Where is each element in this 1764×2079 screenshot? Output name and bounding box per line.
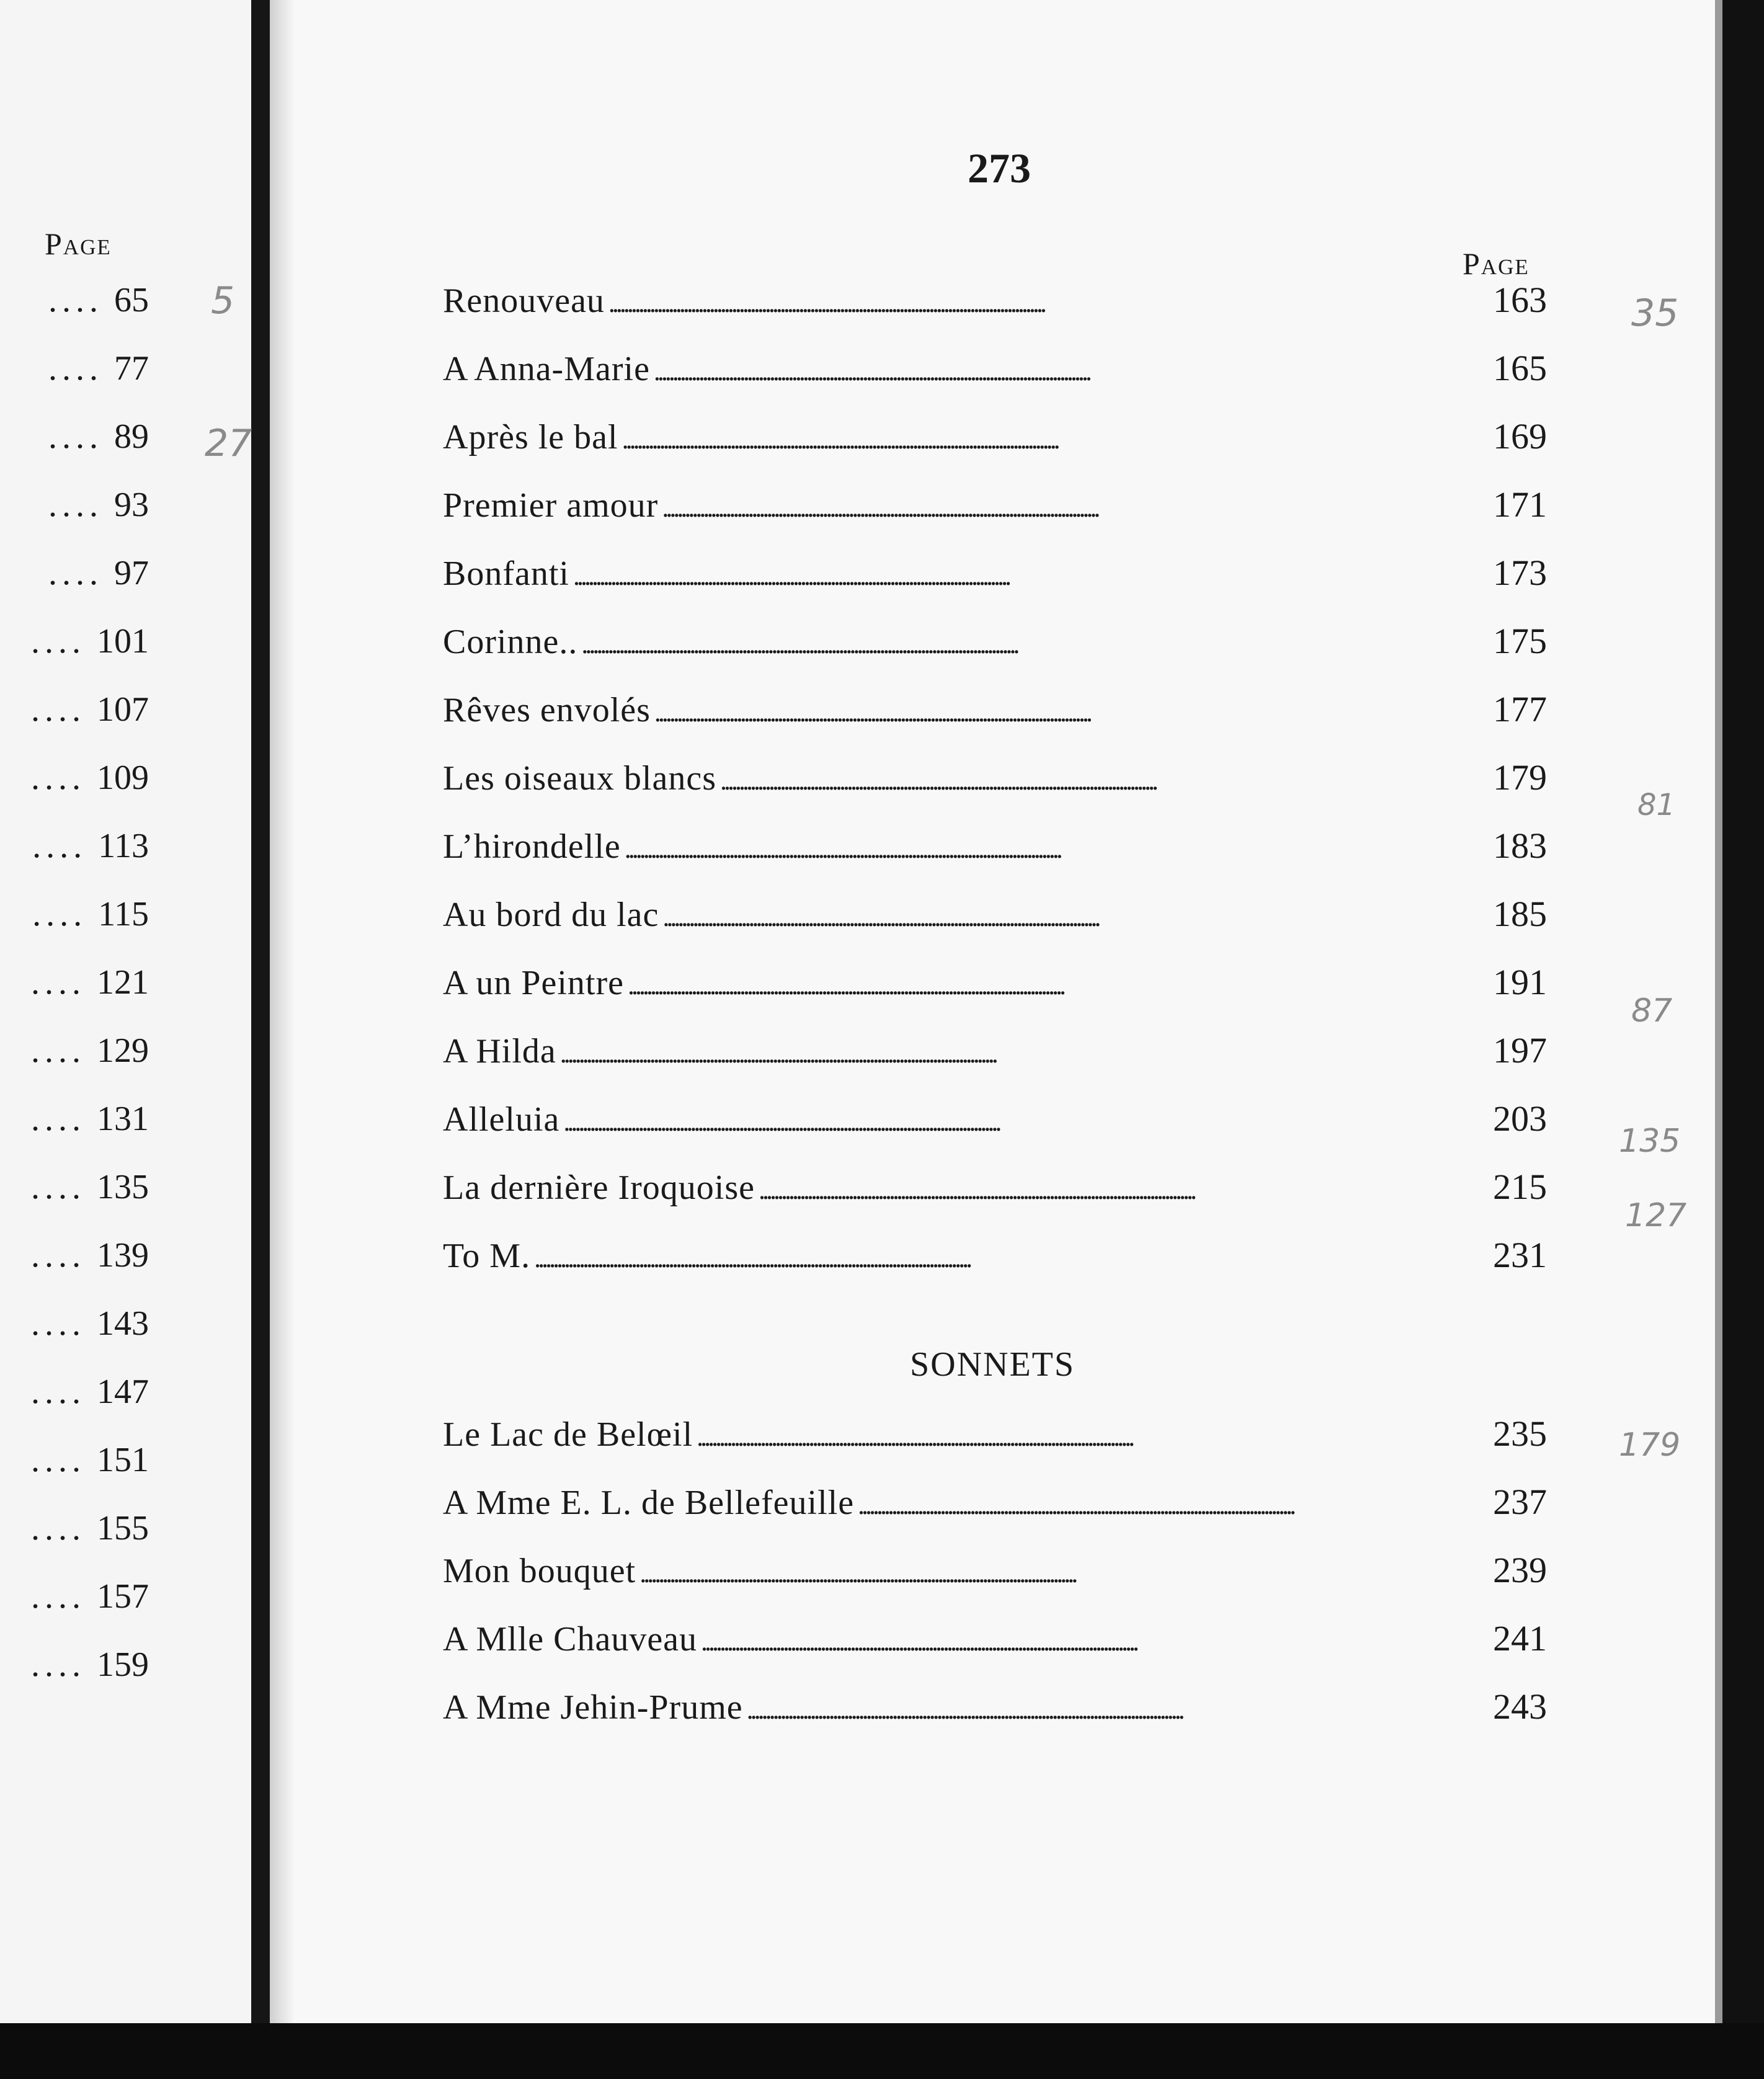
entry-title: Les oiseaux blancs <box>443 759 716 798</box>
left-page-number: 155 <box>97 1509 149 1547</box>
entry-page-number: 173 <box>1493 553 1547 593</box>
dot-leader: .... <box>31 1236 86 1275</box>
pencil-note: 35 <box>1631 292 1679 335</box>
entry-title: Rêves envolés <box>443 691 651 729</box>
toc-entry <box>443 1686 1547 1729</box>
left-page-number: 121 <box>97 963 149 1002</box>
left-page-row <box>0 894 149 932</box>
dot-leader: .... <box>48 281 103 319</box>
dot-leader <box>720 759 1466 798</box>
dot-leader: .... <box>31 1304 86 1343</box>
book-spine <box>251 0 270 2023</box>
entry-page-number: 169 <box>1493 416 1547 456</box>
entry-title: Premier amour <box>443 486 659 525</box>
dot-leader: .... <box>31 622 86 661</box>
dot-leader <box>697 1415 1466 1454</box>
toc-entry <box>443 1618 1547 1661</box>
left-page-number: 135 <box>97 1168 149 1206</box>
toc-entry <box>443 1098 1547 1141</box>
dot-leader <box>654 349 1466 389</box>
left-page-number: 89 <box>114 417 149 456</box>
toc-entry <box>443 1481 1547 1525</box>
toc-entry <box>443 825 1547 868</box>
left-page-number: 151 <box>97 1441 149 1479</box>
entry-title: Renouveau <box>443 282 605 320</box>
entry-page-number: 179 <box>1493 757 1547 798</box>
right-page-header: Page <box>1463 246 1530 281</box>
entry-page-number: 185 <box>1493 894 1547 934</box>
dot-leader: .... <box>48 554 103 592</box>
left-page-number: 65 <box>114 281 149 319</box>
toc-entry <box>443 893 1547 937</box>
dot-leader: .... <box>31 1441 86 1479</box>
pencil-note: 135 <box>1619 1123 1681 1160</box>
left-page-number: 93 <box>114 486 149 524</box>
entry-title: A Mme Jehin-Prume <box>443 1688 743 1727</box>
left-page-number: 97 <box>114 554 149 592</box>
left-page-number: 159 <box>97 1645 149 1684</box>
pencil-note: 179 <box>1619 1427 1681 1464</box>
entry-title: Au bord du lac <box>443 896 659 934</box>
dot-leader: .... <box>31 963 86 1002</box>
entry-page-number: 171 <box>1493 484 1547 525</box>
dot-leader: .... <box>32 895 87 933</box>
left-page-number: 109 <box>97 759 149 797</box>
left-page-number: 157 <box>97 1577 149 1616</box>
dot-leader: .... <box>31 1373 86 1411</box>
entry-title: A Anna-Marie <box>443 350 650 388</box>
left-page-number: 139 <box>97 1236 149 1275</box>
dot-leader: .... <box>31 1645 86 1684</box>
dot-leader <box>622 417 1466 457</box>
entry-title: A Mlle Chauveau <box>443 1620 698 1658</box>
left-page-row <box>0 1235 149 1273</box>
gutter-shadow <box>270 0 295 2023</box>
dot-leader: .... <box>31 1100 86 1138</box>
entry-title: To M. <box>443 1237 531 1275</box>
dot-leader: .... <box>48 486 103 524</box>
dot-leader <box>701 1619 1466 1659</box>
left-page-row <box>0 1099 149 1136</box>
toc-entry <box>443 484 1547 527</box>
toc-entry <box>443 620 1547 664</box>
pencil-note: 81 <box>1637 788 1676 822</box>
entry-page-number: 237 <box>1493 1482 1547 1522</box>
left-page-row <box>0 417 149 454</box>
entry-page-number: 197 <box>1493 1030 1547 1071</box>
left-page-row <box>0 690 149 727</box>
toc-entry <box>443 416 1547 459</box>
left-page-number: 129 <box>97 1031 149 1070</box>
left-page-number: 77 <box>114 349 149 388</box>
entry-page-number: 235 <box>1493 1413 1547 1454</box>
left-page-row <box>0 349 149 386</box>
left-page-row <box>0 1167 149 1204</box>
dot-leader: .... <box>31 1509 86 1547</box>
dot-leader <box>628 963 1466 1003</box>
left-page-number: 131 <box>97 1100 149 1138</box>
dot-leader <box>639 1551 1466 1591</box>
dot-leader: .... <box>48 349 103 388</box>
dot-leader: .... <box>31 759 86 797</box>
left-page-row <box>0 485 149 522</box>
dot-leader <box>534 1236 1466 1276</box>
dot-leader <box>662 895 1466 935</box>
dot-leader <box>563 1100 1466 1139</box>
left-page-row <box>0 1508 149 1546</box>
dot-leader <box>573 554 1466 594</box>
left-page-row <box>0 553 149 590</box>
left-page-row <box>0 280 149 318</box>
toc-entry <box>443 757 1547 800</box>
dot-leader <box>625 827 1466 866</box>
left-page-row <box>0 1440 149 1477</box>
dot-leader <box>560 1031 1466 1071</box>
toc-entry <box>443 1166 1547 1209</box>
entry-page-number: 165 <box>1493 348 1547 388</box>
entry-page-number: 243 <box>1493 1686 1547 1727</box>
entry-title: A Mme E. L. de Bellefeuille <box>443 1484 855 1522</box>
left-page-header: Page <box>45 226 112 261</box>
pencil-note: 5 <box>211 279 235 323</box>
entry-page-number: 177 <box>1493 689 1547 729</box>
entry-title: Alleluia <box>443 1100 560 1139</box>
dot-leader: .... <box>31 1168 86 1206</box>
left-page-number: 143 <box>97 1304 149 1343</box>
dot-leader <box>654 690 1466 730</box>
toc-entry <box>443 1030 1547 1073</box>
entry-title: A Hilda <box>443 1032 556 1071</box>
dot-leader: .... <box>31 690 86 729</box>
left-page-row <box>0 963 149 1000</box>
section-heading: SONNETS <box>909 1345 1076 1384</box>
left-page-number: 107 <box>97 690 149 729</box>
entry-title: Mon bouquet <box>443 1552 636 1590</box>
scan-border-right <box>1722 0 1764 2023</box>
toc-entry <box>443 1413 1547 1456</box>
dot-leader <box>662 486 1466 525</box>
pencil-note: 127 <box>1625 1197 1687 1234</box>
entry-title: A un Peintre <box>443 964 624 1002</box>
entry-page-number: 203 <box>1493 1098 1547 1139</box>
entry-page-number: 175 <box>1493 621 1547 661</box>
left-page-number: 113 <box>98 827 149 865</box>
dot-leader <box>608 281 1466 321</box>
left-page-row <box>0 1577 149 1614</box>
entry-page-number: 239 <box>1493 1550 1547 1590</box>
dot-leader <box>858 1483 1466 1523</box>
pencil-note: 27 <box>205 422 252 465</box>
toc-entry <box>443 688 1547 732</box>
entry-title: Le Lac de Belœil <box>443 1415 693 1454</box>
dot-leader: .... <box>31 1031 86 1070</box>
dot-leader <box>581 622 1466 662</box>
left-page-number: 147 <box>97 1373 149 1411</box>
toc-entry <box>443 1234 1547 1278</box>
page-number: 273 <box>968 145 1031 192</box>
entry-page-number: 241 <box>1493 1618 1547 1658</box>
left-page-row <box>0 1645 149 1682</box>
left-page-row <box>0 826 149 863</box>
entry-page-number: 163 <box>1493 280 1547 320</box>
entry-title: L’hirondelle <box>443 827 621 866</box>
entry-page-number: 215 <box>1493 1167 1547 1207</box>
left-page-row <box>0 758 149 795</box>
entry-page-number: 183 <box>1493 826 1547 866</box>
toc-entry <box>443 961 1547 1005</box>
entry-page-number: 231 <box>1493 1235 1547 1275</box>
dot-leader: .... <box>48 417 103 456</box>
toc-entry <box>443 1549 1547 1593</box>
page-edge <box>1715 0 1722 2023</box>
entry-title: La dernière Iroquoise <box>443 1169 755 1207</box>
toc-entry <box>443 279 1547 323</box>
entry-page-number: 191 <box>1493 962 1547 1002</box>
left-page-row <box>0 1304 149 1341</box>
left-page-row <box>0 621 149 659</box>
left-page-number: 101 <box>97 622 149 661</box>
toc-entry <box>443 347 1547 391</box>
dot-leader: .... <box>31 1577 86 1616</box>
dot-leader <box>759 1168 1466 1208</box>
left-page-row <box>0 1372 149 1409</box>
entry-title: Bonfanti <box>443 554 569 593</box>
scan-border-bottom <box>0 2023 1764 2079</box>
entry-title: Corinne.. <box>443 623 578 661</box>
entry-title: Après le bal <box>443 418 618 456</box>
left-page-row <box>0 1031 149 1068</box>
toc-entry <box>443 552 1547 595</box>
pencil-note: 87 <box>1631 992 1673 1030</box>
dot-leader: .... <box>32 827 87 865</box>
left-page-number: 115 <box>98 895 149 933</box>
dot-leader <box>747 1688 1466 1727</box>
